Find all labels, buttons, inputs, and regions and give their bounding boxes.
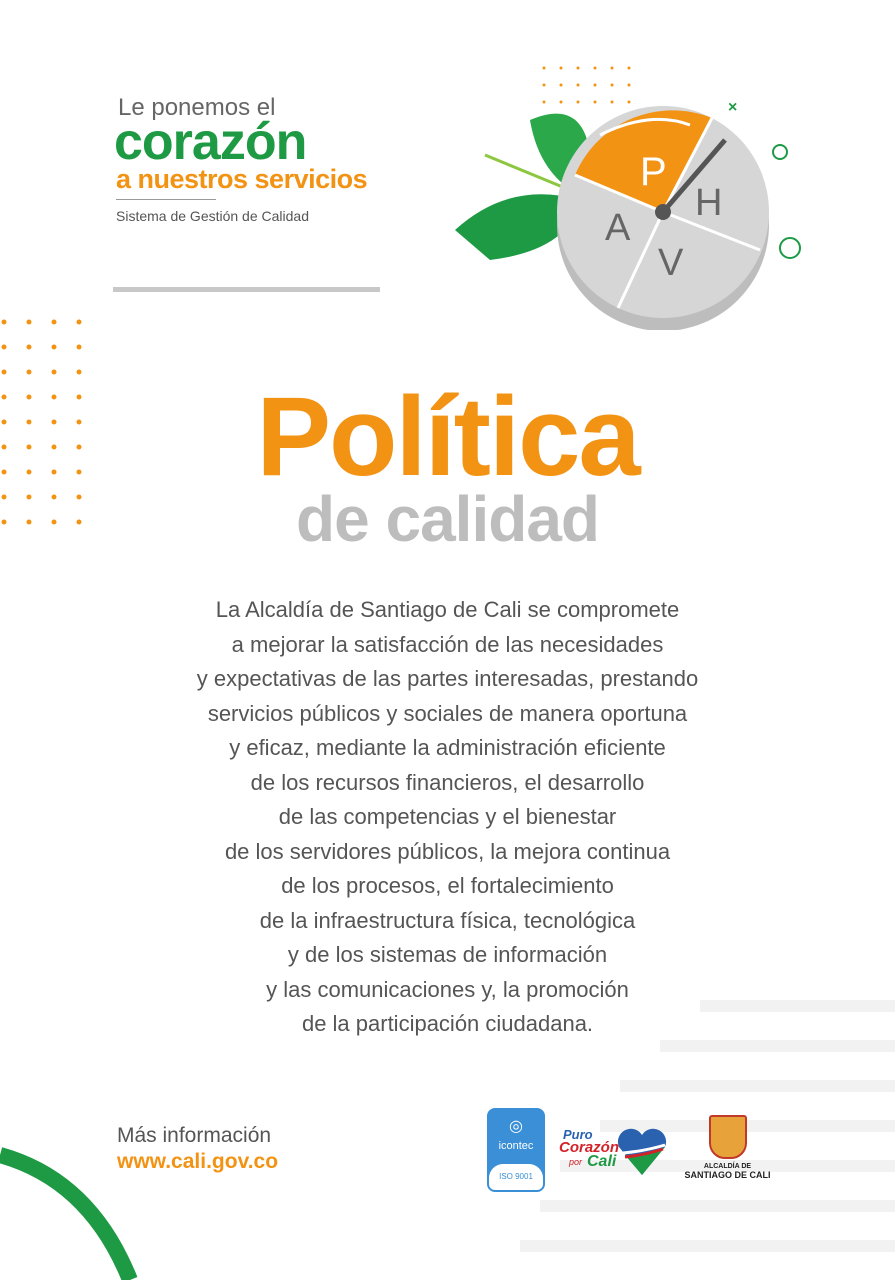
policy-text-line: La Alcaldía de Santiago de Cali se compromete [215,597,680,622]
gray-bar [113,287,380,292]
title-sub: de calidad [296,483,599,555]
subtitle: Sistema de Gestión de Calidad [116,208,309,224]
website-link[interactable]: www.cali.gov.co [117,1150,279,1173]
policy-text-line: de la infraestructura física, tecnológica [259,907,636,933]
dot [2,345,7,350]
policy-text-line: de los recursos financieros, el desarrollo [250,769,645,795]
policy-text-line: y eficaz, mediante la administración eficiente [229,735,666,760]
green-arc [0,1155,130,1280]
title-main: Política [256,374,639,499]
policy-text-line: a mejorar la satisfacción de las necesidades [231,631,664,657]
policy-text-line: de las competencias y el bienestar [278,804,617,829]
dot [77,345,82,350]
policy-text-line: servicios públicos y sociales de manera oportuna [207,700,688,726]
alcaldia-cali-logo: ALCALDÍA DE SANTIAGO DE CALI [680,1115,775,1180]
policy-text-line: y de los sistemas de información [287,942,608,967]
more-info-label: Más información [117,1124,272,1147]
letter-v: V [658,242,684,284]
dot [27,345,32,350]
letter-a: A [605,207,631,249]
puro-corazon-por-cali-logo: Puro Corazón por Cali [557,1125,669,1180]
policy-text-line: de la participación ciudadana. [301,1011,594,1036]
dot [77,320,82,325]
coat-of-arms-icon [709,1115,747,1159]
letter-p: P [640,150,667,194]
tagline-line1: Le ponemos el [118,94,276,121]
policy-text [0,593,895,1042]
tagline-line3: a nuestros servicios [116,164,368,194]
policy-text-line: y expectativas de las partes interesadas, prestando [196,666,699,691]
dot [52,345,57,350]
policy-text-line: de los procesos, el fortalecimiento [281,873,614,898]
dot [52,320,57,325]
phva-gauge-illustration [450,60,810,330]
svg-text:×: × [728,99,738,116]
icontec-logo: ◎ icontec ISO 9001 [487,1108,545,1192]
policy-text-line: y las comunicaciones y, la promoción [266,976,629,1002]
dot [27,320,32,325]
divider [116,199,216,200]
tagline-line2: corazón [114,113,307,171]
policy-text-line: de los servidores públicos, la mejora continua [224,838,671,864]
letter-h: H [695,182,723,224]
dot [2,320,7,325]
